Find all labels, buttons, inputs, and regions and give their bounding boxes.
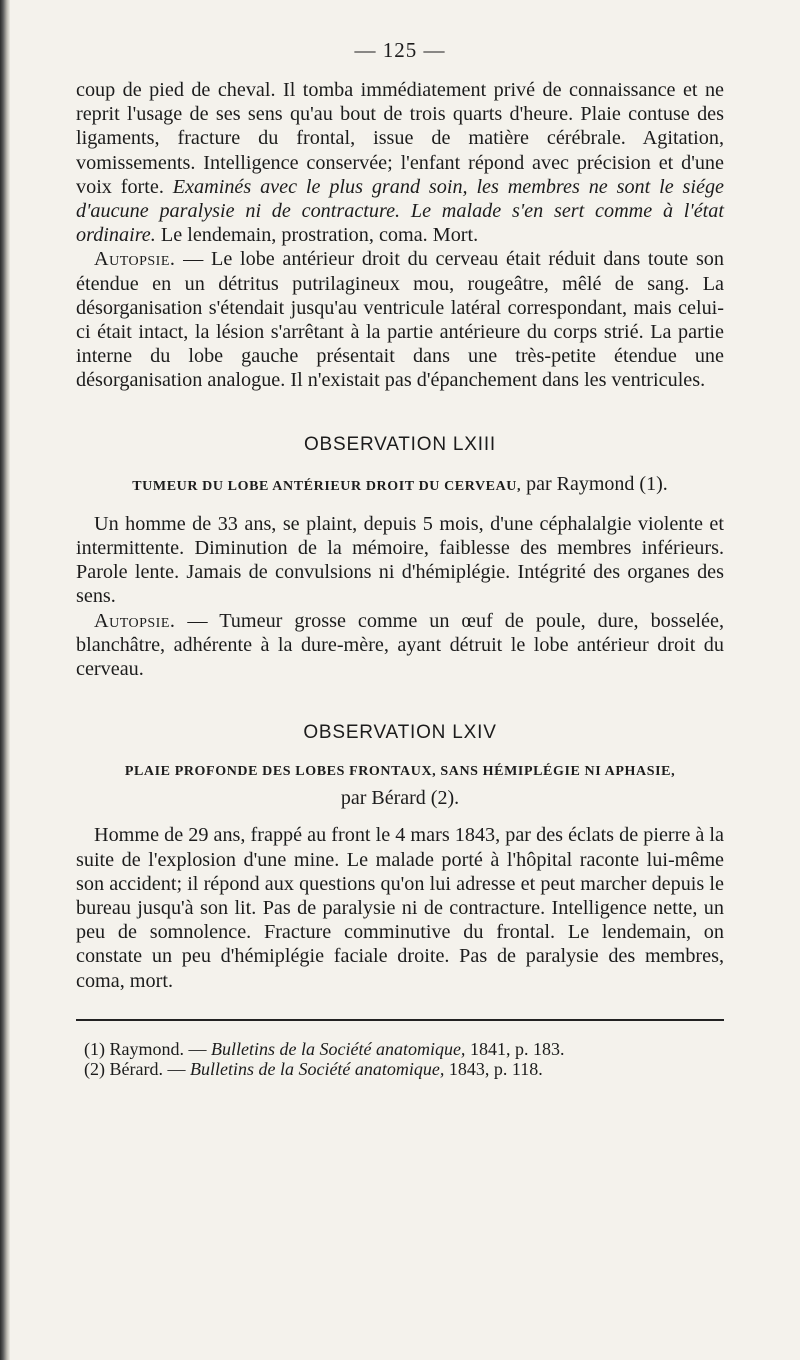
footnote-divider bbox=[76, 1019, 724, 1021]
footnote-2: (2) Bérard. — Bulletins de la Société anatomique, 1843, p. 118. bbox=[84, 1058, 543, 1079]
autopsy-label: Autopsie. bbox=[94, 248, 176, 271]
observation-63-autopsy: Autopsie. — Tumeur grosse comme un œuf de poule, dure, bosselée, blanchâtre, adhérente à la dure-mère, ayant détruit le lobe antérieur droit du cerveau. bbox=[76, 609, 724, 681]
observation-63-subtitle: TUMEUR DU LOBE ANTÉRIEUR DROIT DU CERVEAU, par Raymond (1). bbox=[132, 472, 668, 495]
book-gutter-shadow bbox=[0, 0, 10, 1360]
observation-64-paragraph: Homme de 29 ans, frappé au front le 4 mars 1843, par des éclats de pierre à la suite de l'explosion d'une mine. Le malade porté à l'hôpital raconte lui-même son accident; il répond aux questions qu'on lui adresse et peut marcher depuis le bureau jusqu'à son lit. Pas de paralysie ni de contracture. Intelligence nette, un peu de somnolence. Fracture comminutive du frontal. Le lendemain, on constate un peu d'hémiplégie faciale droite. Pas de paralysie des membres, coma, mort. bbox=[76, 824, 724, 992]
paragraph-autopsy: Autopsie. — Le lobe antérieur droit du cerveau était réduit dans toute son étendue en un détritus putrilagineux mou, rougeâtre, mêlé de sang. La désorganisation s'étendait jusqu'au ventricule latéral correspondant, mais celui-ci était intact, la lésion s'arrêtant à la partie antérieure du corps strié. La partie interne du lobe gauche présentait dans une très-petite étendue une désorganisation analogue. Il n'existait pas d'épanchement dans les ventricules. bbox=[76, 248, 724, 392]
footnotes bbox=[76, 1039, 724, 1079]
page-number: — 125 — bbox=[354, 38, 446, 62]
observation-63-paragraph: Un homme de 33 ans, se plaint, depuis 5 mois, d'une céphalalgie violente et intermittente. Diminution de la mémoire, faiblesse des membres inférieurs. Parole lente. Jamais de convulsions ni d'hémiplégie. Intégrité des organes des sens. bbox=[76, 512, 724, 608]
italic-passage: Examinés avec le plus grand soin, les membres ne sont le siége d'aucune paralysie ni de contracture. Le malade s'en sert comme à l'état ordinaire. bbox=[76, 175, 724, 247]
observation-64-subtitle: PLAIE PROFONDE DES LOBES FRONTAUX, SANS HÉMIPLÉGIE NI APHASIE, par Bérard (2). bbox=[124, 764, 676, 810]
page-body bbox=[76, 78, 724, 1079]
autopsy-label: Autopsie. bbox=[94, 609, 176, 632]
paragraph-case-description: coup de pied de cheval. Il tomba immédiatement privé de connaissance et ne reprit l'usage de ses sens qu'au bout de trois quarts d'heure. Plaie contuse des ligaments, fracture du frontal, issue de matière cérébrale. Agitation, vomissements. Intelligence conservée; l'enfant répond avec précision et d'une voix forte. Examinés avec le plus grand soin, les membres ne sont le siége d'aucune paralysie ni de contracture. Le malade s'en sert comme à l'état ordinaire. Le lendemain, prostration, coma. Mort. bbox=[76, 79, 724, 247]
observation-64-title: OBSERVATION LXIV bbox=[303, 722, 497, 744]
footnote-1: (1) Raymond. — Bulletins de la Société anatomique, 1841, p. 183. bbox=[84, 1038, 565, 1059]
observation-63-title: OBSERVATION LXIII bbox=[303, 433, 497, 455]
